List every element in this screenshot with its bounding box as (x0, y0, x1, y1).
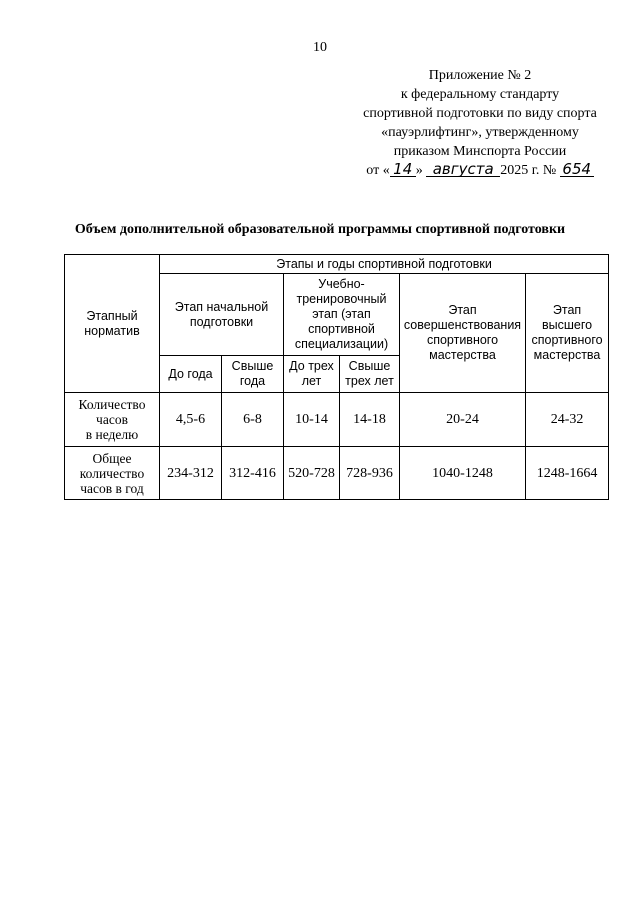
year-and-number-label: 2025 г. № (500, 163, 557, 178)
appendix-line-3: спортивной подготовки по виду спорта (363, 106, 597, 121)
table-cell: 728-936 (340, 447, 400, 500)
row-label: Количество часов в неделю (65, 393, 160, 447)
table-cell: 20-24 (400, 393, 526, 447)
sub-header-training-over-three: Свыше трех лет (340, 356, 400, 393)
handwritten-month: августа (426, 162, 500, 177)
date-prefix: от « (366, 163, 390, 178)
page-number: 10 (313, 40, 327, 55)
appendix-line-4: «пауэрлифтинг», утвержденному (381, 125, 579, 140)
corner-header: Этапный норматив (65, 255, 160, 393)
table-cell: 6-8 (222, 393, 284, 447)
table-cell: 14-18 (340, 393, 400, 447)
stage-initial-header: Этап начальной подготовки (160, 274, 284, 356)
table-cell: 1040-1248 (400, 447, 526, 500)
document-title: Объем дополнительной образовательной программы спортивной подготовки (74, 222, 566, 237)
table-row (65, 447, 609, 500)
appendix-header (330, 66, 630, 180)
sub-header-training-under-three: До трех лет (284, 356, 340, 393)
handwritten-order-number: 654 (560, 162, 594, 177)
table-cell: 312-416 (222, 447, 284, 500)
appendix-line-2: к федеральному стандарту (400, 87, 560, 102)
program-volume-table (64, 254, 609, 500)
table-cell: 4,5-6 (160, 393, 222, 447)
table-cell: 24-32 (526, 393, 609, 447)
row-label: Общее количество часов в год (65, 447, 160, 500)
table-cell: 1248-1664 (526, 447, 609, 500)
group-header: Этапы и годы спортивной подготовки (160, 255, 609, 274)
table-cell: 520-728 (284, 447, 340, 500)
table-cell: 10-14 (284, 393, 340, 447)
appendix-line-1: Приложение № 2 (428, 68, 532, 83)
stage-training-header: Учебно- тренировочный этап (этап спортивной специализации) (284, 274, 400, 356)
handwritten-day: 14 (390, 162, 416, 177)
stage-improvement-header: Этап совершенствования спортивного мастерства (400, 274, 526, 393)
table-row (65, 393, 609, 447)
table-cell: 234-312 (160, 447, 222, 500)
order-date-line (330, 161, 630, 180)
sub-header-initial-under-year: До года (160, 356, 222, 393)
sub-header-initial-over-year: Свыше года (222, 356, 284, 393)
stage-higher-header: Этап высшего спортивного мастерства (526, 274, 609, 393)
date-quote: » (415, 163, 423, 178)
appendix-line-5: приказом Минспорта России (393, 144, 567, 159)
